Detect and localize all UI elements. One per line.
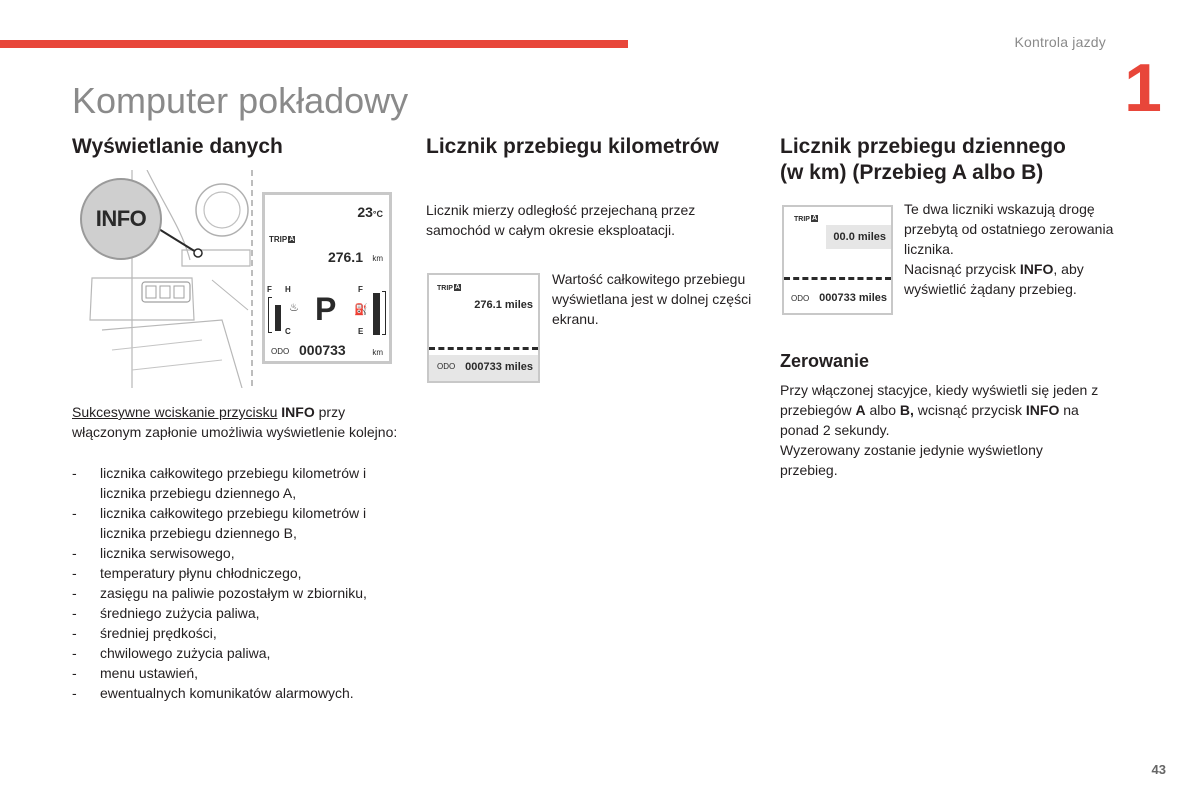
trip-letter: A xyxy=(289,236,295,243)
reset-description xyxy=(780,380,1100,480)
trip-meter-info-key: INFO xyxy=(1019,261,1054,277)
list-item: - średniej prędkości, xyxy=(72,623,412,643)
temperature-value: 23 xyxy=(357,204,373,220)
trip-label xyxy=(794,215,818,223)
heading-reset: Zerowanie xyxy=(780,351,870,371)
heading-line-2: (w km) (Przebieg A albo B) xyxy=(780,161,1044,184)
list-item: - chwilowego zużycia paliwa, xyxy=(72,643,412,663)
temperature-readout xyxy=(357,204,383,220)
trip-meter-text-2a: Nacisnąć przycisk xyxy=(904,261,1017,277)
reset-trip-a: A xyxy=(855,402,866,418)
temp-gauge-cold: C xyxy=(285,327,291,336)
list-item: - licznika serwisowego, xyxy=(72,543,412,563)
trip-meter-description xyxy=(904,199,1114,299)
section-title: Kontrola jazdy xyxy=(1014,34,1106,50)
list-item: - licznika całkowitego przebiegu kilometrów i licznika przebiegu dziennego A, xyxy=(72,463,412,503)
reset-text-5: Wyzerowany zostanie jedynie wyświetlony przebieg. xyxy=(780,442,1043,478)
odo-label: ODO xyxy=(271,347,290,356)
heading-data-display: Wyświetlanie danych xyxy=(72,135,283,158)
reset-text-1: Przy włączonej stacyjce, kiedy wyświetli się jeden z przebiegów xyxy=(780,382,1099,418)
trip-unit: km xyxy=(372,254,383,263)
list-item: - licznika całkowitego przebiegu kilometrów i licznika przebiegu dziennego B, xyxy=(72,503,412,543)
list-item: - ewentualnych komunikatów alarmowych. xyxy=(72,683,412,703)
odo-value: 000733 miles xyxy=(465,361,533,373)
divider-dashed xyxy=(784,277,891,280)
reset-info-key: INFO xyxy=(1025,402,1060,418)
page-title: Komputer pokładowy xyxy=(72,80,409,121)
fuel-gauge-full: F xyxy=(358,285,363,294)
info-button-magnified xyxy=(80,178,162,260)
temp-gauge-h-label: F xyxy=(267,285,272,294)
heading-trip-meter xyxy=(780,134,1120,186)
list-item: - średniego zużycia paliwa, xyxy=(72,603,412,623)
temp-gauge-bar xyxy=(275,305,281,331)
illustration-divider xyxy=(251,170,253,386)
temp-gauge-bracket xyxy=(268,297,272,333)
reset-text-3: wcisnąć przycisk xyxy=(917,402,1023,418)
heading-odometer: Licznik przebiegu kilometrów xyxy=(426,135,719,158)
trip-meter-text-1: Te dwa liczniki wskazują drogę przebytą od ostatniego zerowania licznika. xyxy=(904,201,1114,257)
page-number: 43 xyxy=(1151,762,1166,777)
odo-label: ODO xyxy=(791,294,810,303)
trip-label xyxy=(269,235,295,244)
fuel-gauge-bar xyxy=(373,293,380,335)
intro-paragraph xyxy=(72,402,412,442)
trip-label xyxy=(437,284,461,292)
divider-dashed xyxy=(429,347,538,350)
trip-letter: A xyxy=(454,284,461,291)
chapter-number: 1 xyxy=(1124,50,1162,126)
odometer-note: Wartość całkowitego przebiegu wyświetlana jest w dolnej części ekranu. xyxy=(552,271,752,327)
odo-unit: km xyxy=(372,348,383,357)
trip-letter: A xyxy=(811,215,818,222)
fuel-pump-icon: ⛽ xyxy=(354,304,368,316)
fuel-gauge-empty: E xyxy=(358,327,364,336)
info-sequence-list xyxy=(72,463,412,703)
header-accent-bar xyxy=(0,40,628,48)
trip-value: 276.1 miles xyxy=(474,299,533,311)
trip-text: TRIP xyxy=(794,216,810,223)
temperature-unit: °C xyxy=(372,209,383,219)
fuel-gauge-bracket xyxy=(382,291,386,335)
trip-text: TRIP xyxy=(269,235,288,244)
reset-text-2: albo xyxy=(869,402,896,418)
dashboard-illustration xyxy=(72,170,254,388)
odometer-screen xyxy=(427,273,540,383)
list-item: - temperatury płynu chłodniczego, xyxy=(72,563,412,583)
list-item: - zasięgu na paliwie pozostałym w zbiorniku, xyxy=(72,583,412,603)
coolant-icon: ♨ xyxy=(289,302,299,314)
temp-gauge-hot: H xyxy=(285,285,291,294)
trip-meter-screen xyxy=(782,205,893,315)
info-button-label: INFO xyxy=(95,206,147,231)
odo-value: 000733 xyxy=(299,342,346,358)
trip-text: TRIP xyxy=(437,285,453,292)
heading-line-1: Licznik przebiegu dziennego xyxy=(780,135,1066,158)
gear-indicator: P xyxy=(315,291,337,327)
instrument-screen xyxy=(262,192,392,364)
intro-info-key: INFO xyxy=(281,404,315,420)
trip-value: 276.1 xyxy=(327,249,363,265)
odo-label: ODO xyxy=(437,362,456,371)
reset-text-4: na ponad 2 sekundy. xyxy=(780,402,1079,438)
trip-meter-text-2c: , aby wyświetlić żądany przebieg. xyxy=(904,261,1084,297)
list-item: - menu ustawień, xyxy=(72,663,412,683)
odo-value: 000733 miles xyxy=(819,292,887,304)
intro-lead: Sukcesywne wciskanie przycisku xyxy=(72,404,278,420)
trip-value: 00.0 miles xyxy=(833,231,886,243)
odometer-description: Licznik mierzy odległość przejechaną przez samochód w całym okresie eksploatacji. xyxy=(426,202,696,238)
reset-trip-b: B, xyxy=(899,402,914,418)
intro-rest: przy włączonym zapłonie umożliwia wyświetlenie kolejno: xyxy=(72,404,398,440)
